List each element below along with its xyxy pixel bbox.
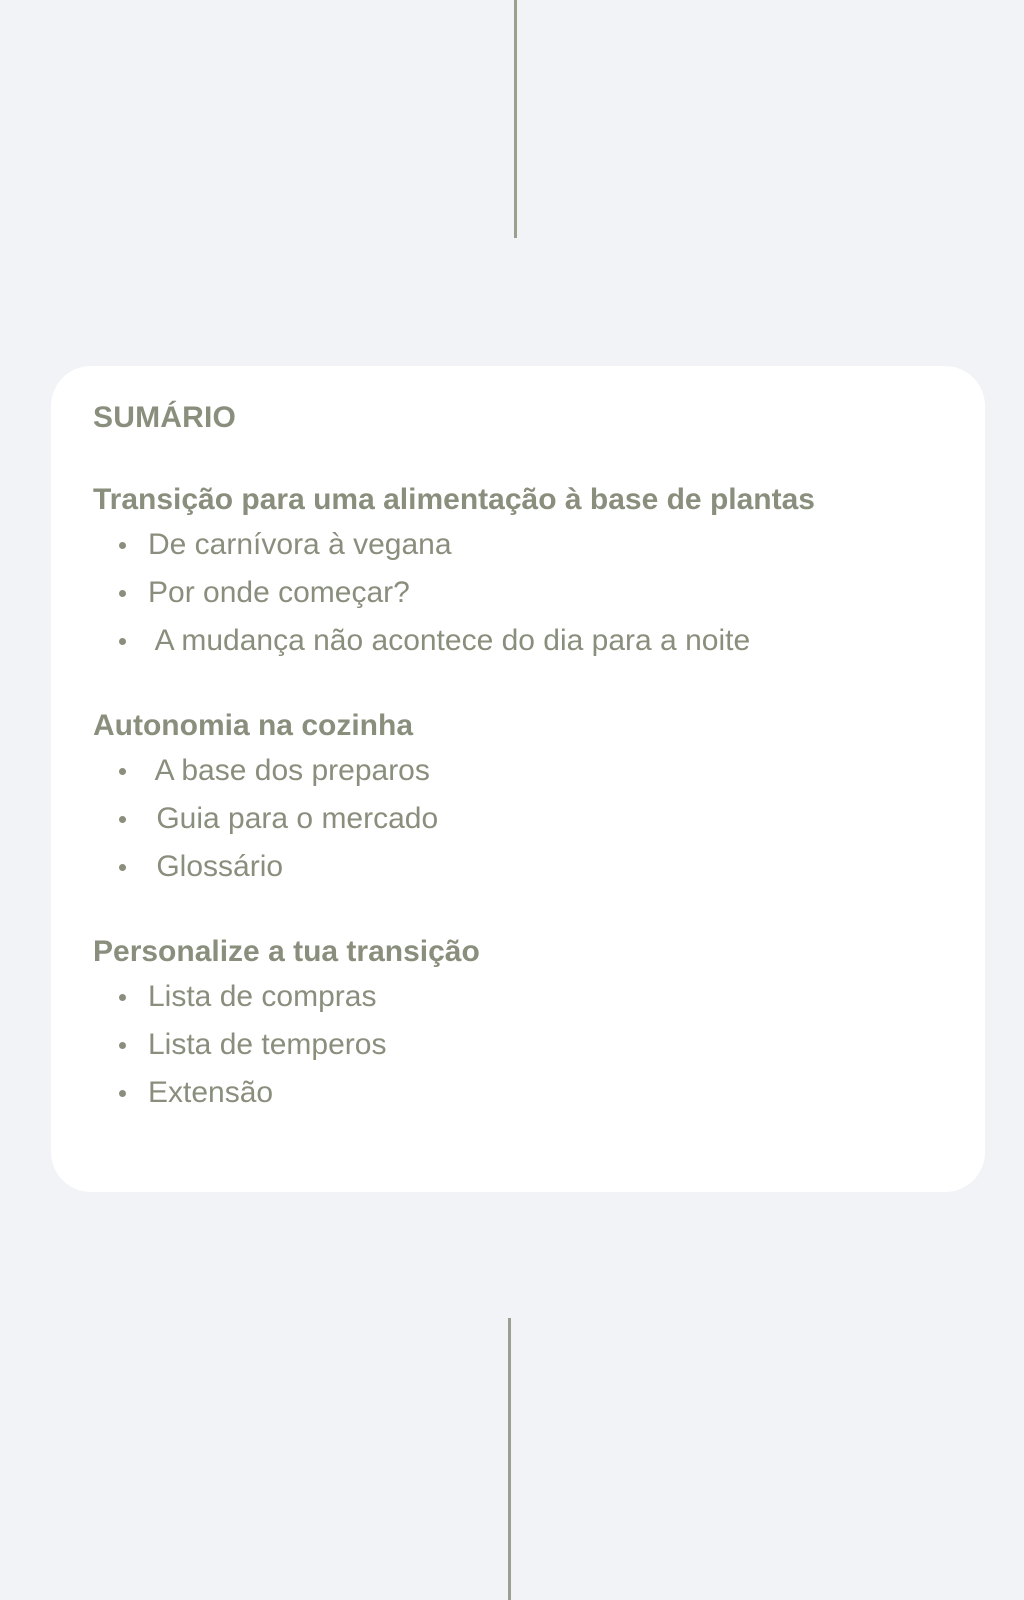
list-item-label: A base dos preparos — [148, 754, 430, 787]
bullet-icon — [119, 638, 126, 645]
list-item[interactable] — [119, 1069, 945, 1117]
list-item[interactable] — [119, 795, 945, 843]
list-item[interactable] — [119, 1021, 945, 1069]
list-item-label: De carnívora à vegana — [148, 528, 452, 561]
list-item-label: Lista de temperos — [148, 1028, 387, 1061]
bullet-icon — [119, 590, 126, 597]
section-title[interactable]: Personalize a tua transição — [93, 935, 480, 968]
section-title[interactable]: Autonomia na cozinha — [93, 709, 414, 742]
list-item-label: Por onde começar? — [148, 576, 410, 609]
section-item-list — [93, 747, 945, 891]
summary-section — [93, 931, 945, 1117]
bullet-icon — [119, 816, 126, 823]
section-item-list — [93, 521, 945, 665]
list-item[interactable] — [119, 973, 945, 1021]
bullet-icon — [119, 768, 126, 775]
bullet-icon — [119, 542, 126, 549]
summary-card — [51, 366, 985, 1192]
section-item-list — [93, 973, 945, 1117]
list-item[interactable] — [119, 747, 945, 795]
bullet-icon — [119, 1042, 126, 1049]
bullet-icon — [119, 1090, 126, 1097]
list-item-label: Lista de compras — [148, 980, 377, 1013]
bullet-icon — [119, 994, 126, 1001]
list-item[interactable] — [119, 843, 945, 891]
bottom-divider-line — [508, 1318, 511, 1600]
summary-section — [93, 479, 945, 665]
summary-section — [93, 705, 945, 891]
summary-title: SUMÁRIO — [93, 401, 237, 434]
bullet-icon — [119, 864, 126, 871]
list-item-label: Glossário — [148, 850, 284, 883]
top-divider-line — [514, 0, 517, 238]
list-item[interactable] — [119, 569, 945, 617]
section-title[interactable]: Transição para uma alimentação à base de plantas — [93, 483, 815, 516]
list-item[interactable] — [119, 617, 945, 665]
list-item-label: Guia para o mercado — [148, 802, 439, 835]
list-item-label: A mudança não acontece do dia para a noite — [148, 624, 751, 657]
list-item[interactable] — [119, 521, 945, 569]
list-item-label: Extensão — [148, 1076, 274, 1109]
